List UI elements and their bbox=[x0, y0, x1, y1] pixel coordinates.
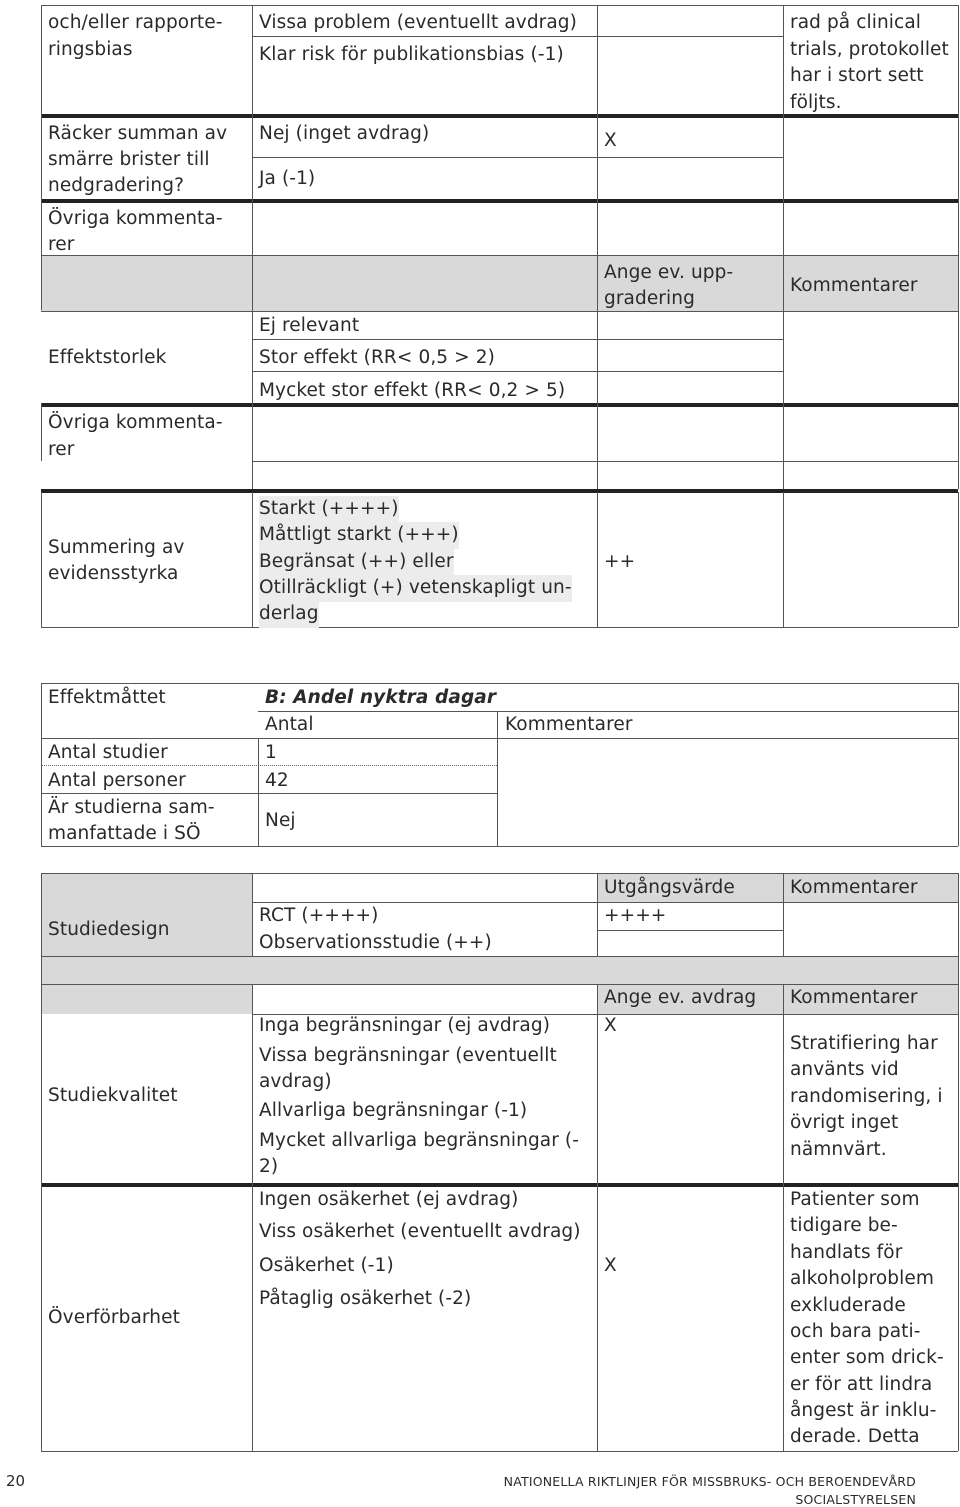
uppgradering-header: Ange ev. upp- bbox=[604, 262, 734, 283]
studiedesign-label: Studiedesign bbox=[48, 919, 170, 940]
kommentarer-header: Kommentarer bbox=[505, 714, 633, 735]
overforbarhet-comment: Patienter som bbox=[790, 1189, 920, 1210]
summan-label: smärre brister till bbox=[48, 149, 210, 170]
rule bbox=[497, 711, 498, 846]
rapportering-label: och/eller rapporte- bbox=[48, 12, 223, 33]
overforbarhet-comment: er för att lindra bbox=[790, 1374, 933, 1395]
rule bbox=[783, 984, 784, 1451]
rule bbox=[252, 157, 783, 158]
rapportering-option: Vissa problem (eventuellt avdrag) bbox=[259, 12, 577, 33]
studiekvalitet-option: 2) bbox=[259, 1156, 279, 1177]
overforbarhet-comment: tidigare be- bbox=[790, 1215, 898, 1236]
effektstorlek-option: Mycket stor effekt (RR< 0,2 > 5) bbox=[259, 380, 566, 401]
summan-option: Ja (-1) bbox=[259, 168, 316, 189]
ovriga-kommentarer-label: rer bbox=[48, 439, 75, 460]
overforbarhet-comment: derade. Detta bbox=[790, 1426, 920, 1447]
studiekvalitet-comment: Stratifiering har bbox=[790, 1033, 938, 1054]
rule bbox=[783, 873, 784, 956]
overforbarhet-option: Ingen osäkerhet (ej avdrag) bbox=[259, 1189, 519, 1210]
rapportering-comment: har i stort sett bbox=[790, 65, 924, 86]
uppgradering-header: gradering bbox=[604, 288, 695, 309]
footer-title: NATIONELLA RIKTLINJER FÖR MISSBRUKS- OCH BEROENDEVÅRD bbox=[503, 1474, 916, 1489]
kommentarer-header: Kommentarer bbox=[790, 275, 918, 296]
effektstorlek-option: Ej relevant bbox=[259, 315, 360, 336]
studiekvalitet-option: Inga begränsningar (ej avdrag) bbox=[259, 1015, 551, 1036]
studiekvalitet-option: avdrag) bbox=[259, 1071, 332, 1092]
summan-option: Nej (inget avdrag) bbox=[259, 123, 430, 144]
rule bbox=[252, 492, 253, 627]
studiekvalitet-comment: nämnvärt. bbox=[790, 1139, 887, 1160]
ovriga-kommentarer-label: rer bbox=[48, 234, 75, 255]
rule bbox=[252, 461, 958, 462]
rule bbox=[41, 489, 958, 493]
rule bbox=[41, 873, 42, 1451]
rule bbox=[41, 956, 958, 957]
rule bbox=[783, 492, 784, 627]
antal-studier-label: Antal studier bbox=[48, 742, 168, 763]
rapportering-comment: trials, protokollet bbox=[790, 39, 949, 60]
sammanfattade-label: Är studierna sam- bbox=[48, 797, 215, 818]
studiedesign-option: Observationsstudie (++) bbox=[259, 932, 492, 953]
antal-studier-value: 1 bbox=[265, 742, 277, 763]
rule bbox=[258, 738, 259, 846]
rule bbox=[41, 403, 42, 461]
studiedesign-value: ++++ bbox=[604, 905, 667, 926]
page-number: 20 bbox=[6, 1472, 26, 1490]
overforbarhet-option: Viss osäkerhet (eventuellt avdrag) bbox=[259, 1221, 581, 1242]
rapportering-comment: följts. bbox=[790, 92, 842, 113]
overforbarhet-comment: handlats för bbox=[790, 1242, 903, 1263]
studiekvalitet-label: Studiekvalitet bbox=[48, 1085, 178, 1106]
rule bbox=[597, 5, 598, 489]
summan-mark: X bbox=[604, 130, 617, 151]
rule bbox=[958, 492, 959, 627]
sammanfattade-label: manfattade i SÖ bbox=[48, 823, 201, 844]
summering-line: derlag bbox=[259, 601, 319, 628]
studiekvalitet-label-bg bbox=[41, 984, 252, 1014]
summering-value: ++ bbox=[604, 551, 636, 572]
rule bbox=[252, 984, 253, 1451]
footer-publisher: SOCIALSTYRELSEN bbox=[795, 1492, 916, 1507]
spacer-bg bbox=[41, 956, 958, 984]
effektmattet-label: Effektmåttet bbox=[48, 687, 166, 708]
studiekvalitet-comment: randomisering, i bbox=[790, 1086, 943, 1107]
overforbarhet-label: Överförbarhet bbox=[48, 1307, 180, 1328]
studiekvalitet-mark: X bbox=[604, 1015, 617, 1036]
rule bbox=[958, 5, 959, 489]
antal-personer-label: Antal personer bbox=[48, 770, 186, 791]
rule bbox=[41, 311, 958, 312]
overforbarhet-comment: och bara pati- bbox=[790, 1321, 921, 1342]
ovriga-kommentarer-label: Övriga kommenta- bbox=[48, 208, 223, 229]
rule bbox=[41, 1451, 958, 1452]
overforbarhet-comment: ångest är inklu- bbox=[790, 1400, 937, 1421]
utgangsvarde-header: Utgångsvärde bbox=[604, 877, 735, 898]
summering-line: Starkt (++++) bbox=[259, 496, 399, 523]
rule bbox=[597, 492, 598, 627]
studiekvalitet-option: Vissa begränsningar (eventuellt bbox=[259, 1045, 557, 1066]
summering-label: evidensstyrka bbox=[48, 563, 179, 584]
studiekvalitet-option: Allvarliga begränsningar (-1) bbox=[259, 1100, 528, 1121]
studiekvalitet-option: Mycket allvarliga begränsningar (- bbox=[259, 1130, 580, 1151]
avdrag-header: Ange ev. avdrag bbox=[604, 987, 757, 1008]
studiekvalitet-comment: använts vid bbox=[790, 1059, 899, 1080]
overforbarhet-mark: X bbox=[604, 1255, 617, 1276]
summan-label: Räcker summan av bbox=[48, 123, 228, 144]
overforbarhet-option: Osäkerhet (-1) bbox=[259, 1255, 394, 1276]
rule bbox=[41, 683, 42, 846]
kommentarer-header: Kommentarer bbox=[790, 877, 918, 898]
overforbarhet-comment: alkoholproblem bbox=[790, 1268, 934, 1289]
rule bbox=[252, 5, 253, 489]
rule bbox=[41, 199, 958, 203]
summering-line: Otillräckligt (+) vetenskapligt un- bbox=[259, 575, 572, 602]
rule bbox=[783, 5, 784, 489]
rapportering-option: Klar risk för publikationsbias (-1) bbox=[259, 44, 564, 65]
rapportering-label: ringsbias bbox=[48, 39, 133, 60]
rapportering-comment: rad på clinical bbox=[790, 12, 921, 33]
rule bbox=[597, 984, 598, 1451]
effektstorlek-label: Effektstorlek bbox=[48, 347, 167, 368]
antal-header: Antal bbox=[265, 714, 314, 735]
effektmattet-value: B: Andel nyktra dagar bbox=[265, 687, 497, 708]
kommentarer-header: Kommentarer bbox=[790, 987, 918, 1008]
rule bbox=[41, 5, 42, 310]
rule bbox=[41, 738, 958, 739]
studiedesign-label-bg bbox=[41, 873, 252, 956]
sammanfattade-value: Nej bbox=[265, 810, 296, 831]
rule bbox=[597, 873, 598, 956]
rule bbox=[41, 492, 42, 627]
rule bbox=[958, 683, 959, 846]
overforbarhet-option: Påtaglig osäkerhet (-2) bbox=[259, 1288, 472, 1309]
overforbarhet-comment: exkluderade bbox=[790, 1295, 906, 1316]
rule bbox=[41, 683, 958, 684]
rule bbox=[252, 873, 253, 956]
summering-label: Summering av bbox=[48, 537, 185, 558]
rule bbox=[41, 5, 958, 6]
antal-personer-value: 42 bbox=[265, 770, 289, 791]
rule bbox=[958, 873, 959, 1451]
effektstorlek-option: Stor effekt (RR< 0,5 > 2) bbox=[259, 347, 495, 368]
summan-label: nedgradering? bbox=[48, 175, 184, 196]
rule bbox=[41, 627, 958, 628]
rule bbox=[41, 873, 958, 874]
rule bbox=[597, 930, 783, 931]
studiedesign-option: RCT (++++) bbox=[259, 905, 379, 926]
overforbarhet-comment: enter som drick- bbox=[790, 1347, 944, 1368]
studiekvalitet-comment: övrigt inget bbox=[790, 1112, 899, 1133]
summering-line: Måttligt starkt (+++) bbox=[259, 522, 459, 549]
ovriga-kommentarer-label: Övriga kommenta- bbox=[48, 412, 223, 433]
rule bbox=[41, 255, 958, 256]
summering-line: Begränsat (++) eller bbox=[259, 549, 454, 576]
